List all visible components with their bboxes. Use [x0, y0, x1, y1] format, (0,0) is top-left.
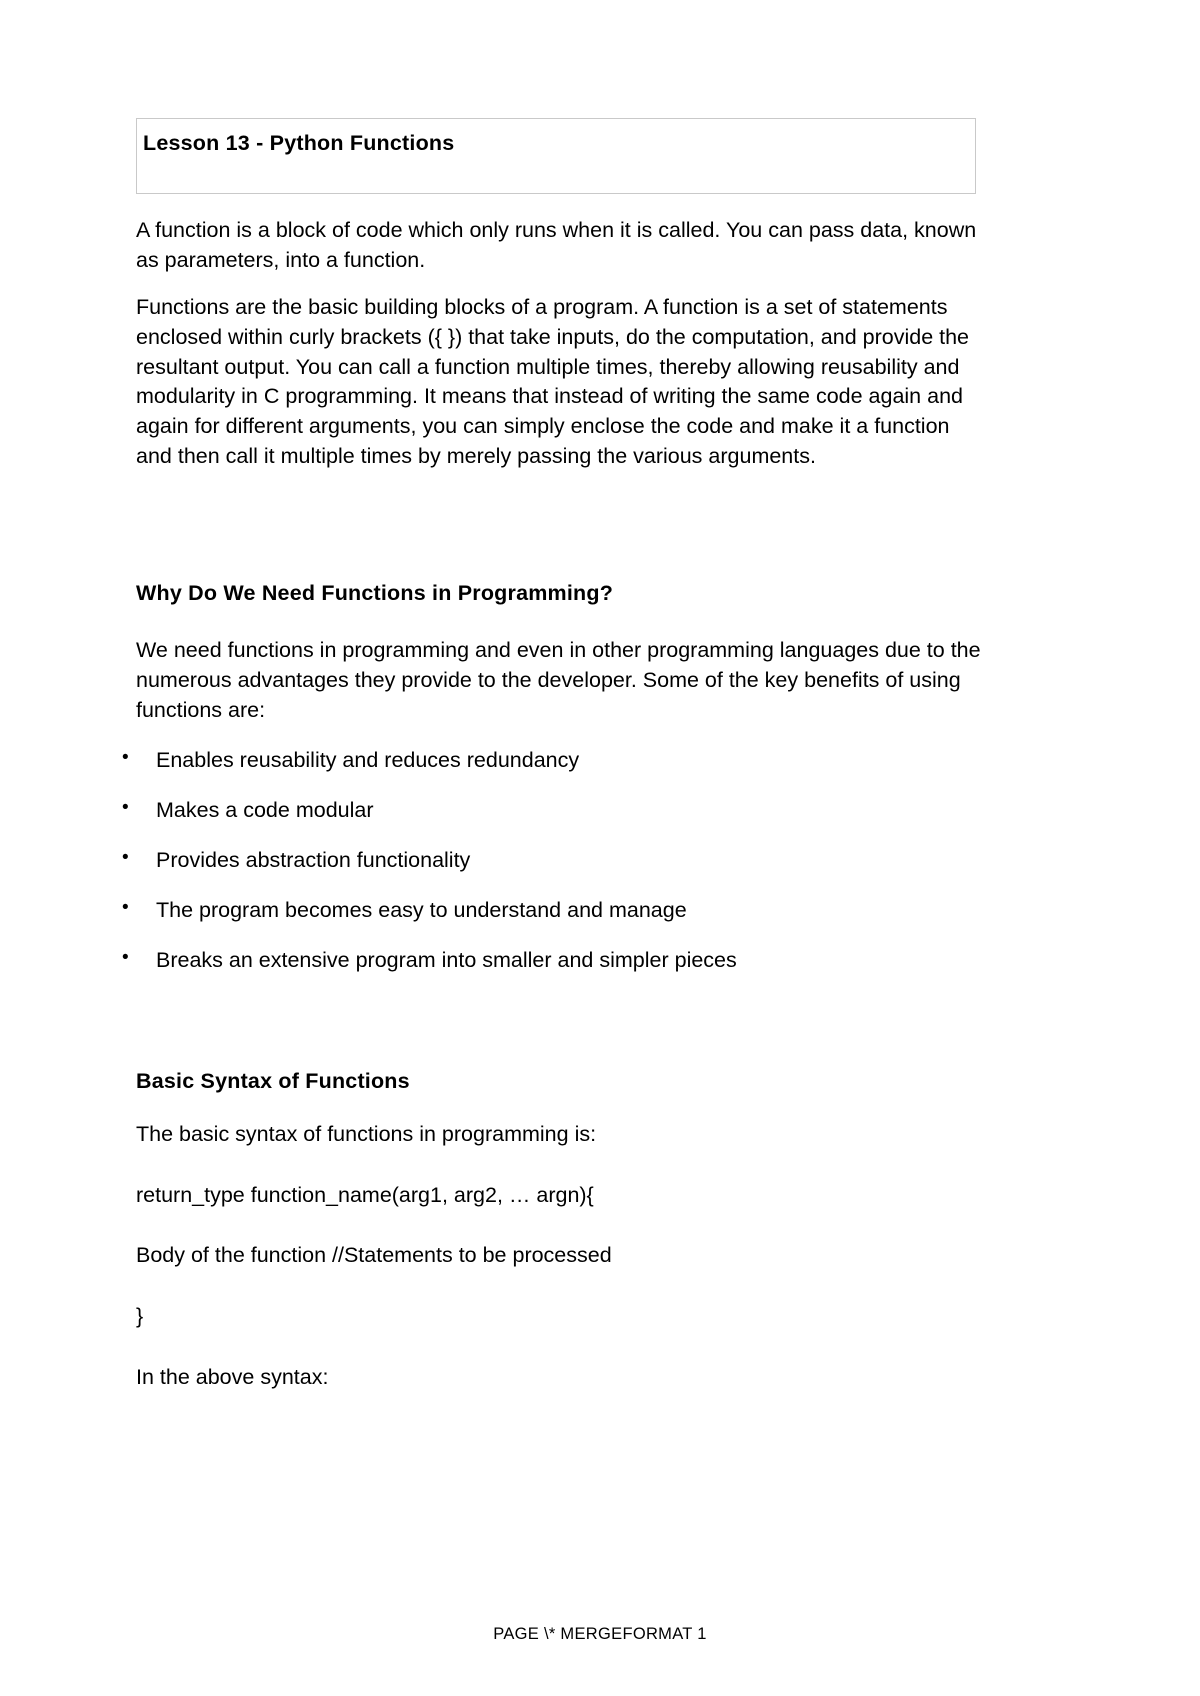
syntax-code-line: return_type function_name(arg1, arg2, … argn){: [136, 1182, 594, 1207]
syntax-code-line: Body of the function //Statements to be processed: [136, 1243, 612, 1268]
list-item: • Makes a code modular: [136, 797, 1080, 825]
intro-paragraph-2: Functions are the basic building blocks of a program. A function is a set of statements enclosed within curly brackets ({ }) that take inputs, do the computation, and provide the resultant output. You can call a function multiple times, thereby allowing reusability and modularity in C programming. It means that instead of writing the same code again and again for different arguments, you can simply enclose the code and make it a function and then call it multiple times by merely passing the various arguments.: [136, 295, 970, 468]
list-item: • The program becomes easy to understand and manage: [136, 897, 1080, 925]
heading-why-functions: Why Do We Need Functions in Programming?: [136, 581, 614, 606]
intro-paragraph-1: A function is a block of code which only runs when it is called. You can pass data, known as parameters, into a function.: [136, 218, 977, 272]
section-spacer: [136, 997, 1080, 1017]
page-title: Lesson 13 - Python Functions: [143, 131, 455, 155]
list-item: • Enables reusability and reduces redundancy: [136, 747, 1080, 775]
syntax-closing: In the above syntax:: [136, 1364, 329, 1389]
benefits-list: [136, 747, 1080, 975]
title-box: [136, 118, 976, 194]
syntax-code-line: }: [136, 1303, 144, 1328]
list-item: • Provides abstraction functionality: [136, 847, 1080, 875]
why-functions-paragraph: We need functions in programming and even in other programming languages due to the numerous advantages they provide to the developer. Some of the key benefits of using functions are:: [136, 638, 981, 722]
page-footer: PAGE \* MERGEFORMAT 1: [493, 1625, 707, 1643]
list-item: • Breaks an extensive program into smaller and simpler pieces: [136, 947, 1080, 975]
heading-basic-syntax: Basic Syntax of Functions: [136, 1068, 410, 1093]
section-spacer: [136, 489, 1080, 525]
syntax-lead: The basic syntax of functions in programming is:: [136, 1121, 597, 1146]
